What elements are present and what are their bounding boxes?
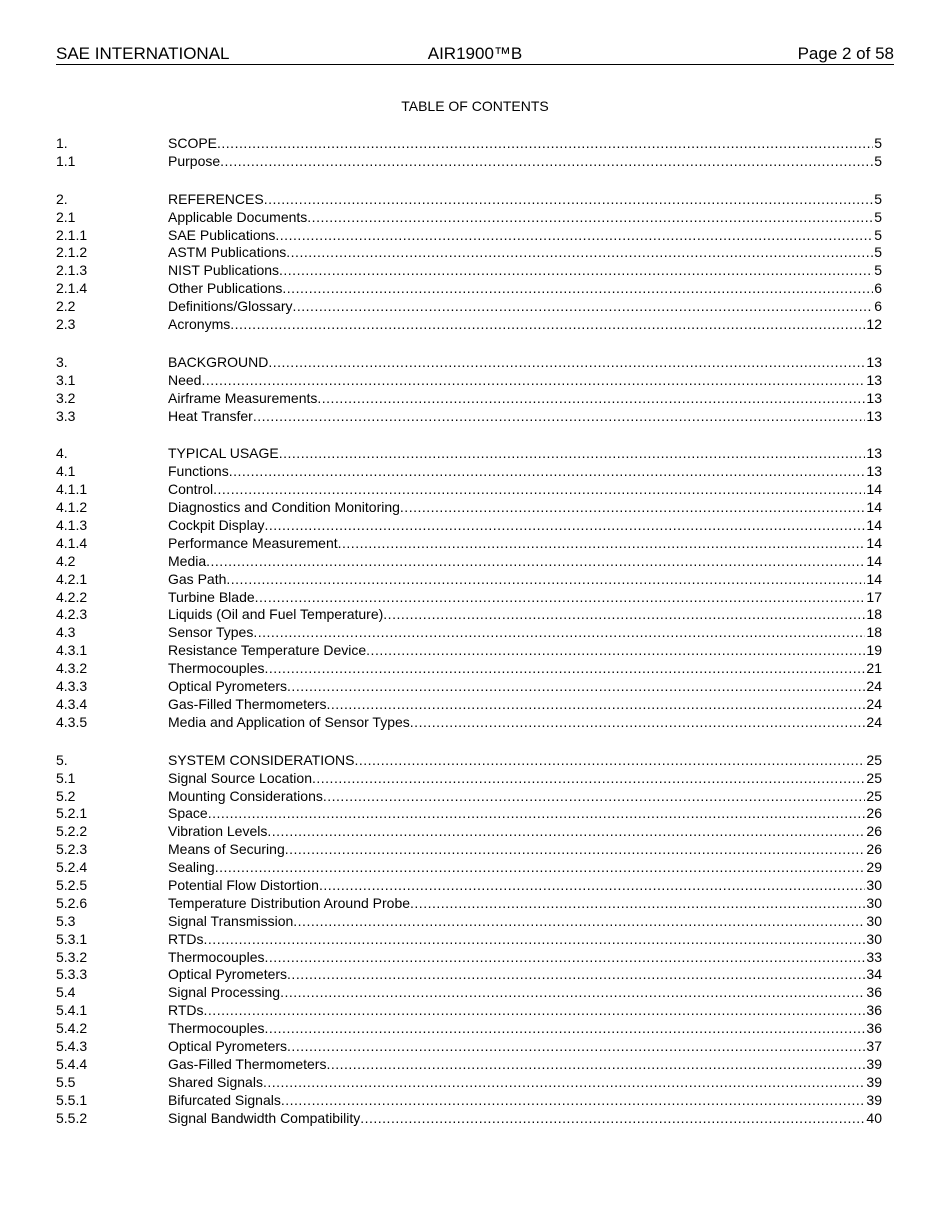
toc-entry-title: Mounting Considerations — [168, 787, 323, 804]
toc-entry-page: 14 — [866, 499, 882, 516]
page-header — [56, 44, 894, 65]
toc-entry-number: 4. — [56, 445, 68, 462]
toc-entry[interactable] — [56, 949, 882, 967]
toc-entry[interactable] — [56, 280, 882, 298]
dot-leader — [319, 877, 865, 895]
dot-leader — [255, 589, 866, 607]
toc-entry-number: 5.4.2 — [56, 1020, 88, 1037]
toc-entry-title: RTDs — [168, 1002, 204, 1019]
toc-entry[interactable] — [56, 1092, 882, 1110]
dot-leader — [267, 823, 865, 841]
toc-entry-number: 5.5.1 — [56, 1091, 88, 1108]
toc-entry[interactable] — [56, 714, 882, 732]
toc-section-group — [56, 191, 882, 334]
toc-entry-number: 5.4 — [56, 984, 76, 1001]
toc-entry[interactable] — [56, 390, 882, 408]
toc-entry-title: Bifurcated Signals — [168, 1091, 281, 1108]
dot-leader — [286, 244, 873, 262]
toc-entry-number: 2.1.4 — [56, 280, 88, 297]
toc-entry-title: Thermocouples — [168, 1020, 265, 1037]
toc-entry-title: Optical Pyrometers — [168, 1037, 288, 1054]
toc-section-group — [56, 752, 882, 1128]
toc-entry-number: 3.1 — [56, 371, 76, 388]
toc-entry-title: Thermocouples — [168, 660, 265, 677]
toc-entry-number: 5.5.2 — [56, 1109, 88, 1126]
toc-entry-page: 37 — [866, 1037, 882, 1054]
dot-leader — [265, 1020, 866, 1038]
toc-entry-number: 2.1.3 — [56, 262, 88, 279]
header-page-number: Page 2 of 58 — [797, 44, 894, 63]
toc-entry-number: 4.2.3 — [56, 606, 88, 623]
toc-entry-number: 5.2.6 — [56, 894, 88, 911]
toc-entry-title: NIST Publications — [168, 262, 280, 279]
toc-entry-page: 14 — [866, 534, 882, 551]
toc-entry-title: REFERENCES — [168, 190, 264, 207]
toc-entry-number: 4.1.4 — [56, 534, 88, 551]
dot-leader — [383, 606, 865, 624]
toc-entry-page: 5 — [874, 190, 882, 207]
toc-entry-number: 2.2 — [56, 298, 76, 315]
toc-entry[interactable] — [56, 209, 882, 227]
toc-entry[interactable] — [56, 262, 882, 280]
dot-leader — [366, 642, 865, 660]
toc-entry-number: 5.5 — [56, 1073, 76, 1090]
dot-leader — [268, 354, 865, 372]
toc-entry-number: 5.4.4 — [56, 1055, 88, 1072]
toc-entry[interactable] — [56, 1002, 882, 1020]
dot-leader — [323, 788, 866, 806]
toc-entry-title: Media and Application of Sensor Types — [168, 713, 410, 730]
dot-leader — [282, 280, 873, 298]
toc-entry-number: 2.1.2 — [56, 244, 88, 261]
toc-entry[interactable] — [56, 931, 882, 949]
toc-entry[interactable] — [56, 589, 882, 607]
toc-entry[interactable] — [56, 823, 882, 841]
toc-entry[interactable] — [56, 499, 882, 517]
toc-entry-number: 5.2 — [56, 787, 76, 804]
dot-leader — [265, 949, 866, 967]
toc-entry-page: 12 — [866, 316, 882, 333]
dot-leader — [410, 895, 865, 913]
toc-entry[interactable] — [56, 535, 882, 553]
toc-entry-title: Sealing — [168, 859, 215, 876]
toc-entry[interactable] — [56, 481, 882, 499]
dot-leader — [264, 517, 865, 535]
toc-entry-title: Signal Bandwidth Compatibility — [168, 1109, 361, 1126]
toc-entry-title: Need — [168, 371, 202, 388]
toc-entry-number: 1. — [56, 135, 68, 151]
toc-entry-title: Acronyms — [168, 316, 231, 333]
toc-entry-number: 3. — [56, 353, 68, 370]
toc-entry[interactable] — [56, 624, 882, 642]
toc-entry-title: SAE Publications — [168, 226, 276, 243]
dot-leader — [275, 227, 873, 245]
toc-entry-number: 5.1 — [56, 769, 76, 786]
toc-entry-title: Purpose — [168, 152, 221, 169]
toc-entry-title: Functions — [168, 463, 229, 480]
dot-leader — [208, 805, 866, 823]
toc-entry-number: 4.2.1 — [56, 570, 88, 587]
toc-entry-page: 39 — [866, 1091, 882, 1108]
toc-entry-title: Thermocouples — [168, 948, 265, 965]
toc-entry[interactable] — [56, 660, 882, 678]
dot-leader — [287, 966, 865, 984]
toc-entry-page: 17 — [866, 588, 882, 605]
toc-entry-number: 4.1.1 — [56, 481, 88, 498]
toc-entry[interactable] — [56, 445, 882, 463]
header-document-id: AIR1900™B — [427, 44, 523, 63]
dot-leader — [279, 262, 873, 280]
toc-entry-title: Signal Source Location — [168, 769, 312, 786]
toc-entry-title: Sensor Types — [168, 624, 254, 641]
toc-entry[interactable] — [56, 678, 882, 696]
toc-entry-number: 5.2.1 — [56, 805, 88, 822]
dot-leader — [279, 445, 866, 463]
toc-entry-page: 14 — [866, 570, 882, 587]
toc-entry-page: 36 — [866, 984, 882, 1001]
toc-entry-page: 25 — [866, 751, 882, 768]
dot-leader — [354, 752, 865, 770]
toc-entry-number: 4.3.1 — [56, 642, 88, 659]
toc-entry[interactable] — [56, 805, 882, 823]
toc-section-group — [56, 354, 882, 426]
header-organization: SAE INTERNATIONAL — [56, 44, 230, 63]
toc-entry-title: Performance Measurement — [168, 534, 338, 551]
toc-entry-number: 1.1 — [56, 152, 76, 169]
toc-entry-number: 3.2 — [56, 389, 76, 406]
toc-entry[interactable] — [56, 984, 882, 1002]
toc-entry[interactable] — [56, 316, 882, 334]
toc-entry-page: 24 — [866, 713, 882, 730]
dot-leader — [220, 153, 873, 171]
toc-entry[interactable] — [56, 153, 882, 171]
dot-leader — [338, 535, 866, 553]
toc-entry-page: 5 — [874, 244, 882, 261]
toc-entry[interactable] — [56, 135, 882, 153]
dot-leader — [201, 372, 865, 390]
toc-entry-title: Means of Securing — [168, 841, 285, 858]
toc-entry-number: 2.3 — [56, 316, 76, 333]
toc-entry-number: 5.2.3 — [56, 841, 88, 858]
toc-entry-number: 5.4.1 — [56, 1002, 88, 1019]
toc-entry-title: Media — [168, 552, 207, 569]
toc-entry-title: ASTM Publications — [168, 244, 287, 261]
toc-entry-page: 30 — [866, 876, 882, 893]
toc-entry-page: 6 — [874, 298, 882, 315]
toc-entry[interactable] — [56, 841, 882, 859]
toc-entry-number: 2. — [56, 190, 68, 207]
toc-entry-number: 4.2 — [56, 552, 76, 569]
toc-entry-page: 29 — [866, 859, 882, 876]
toc-entry-page: 18 — [866, 624, 882, 641]
toc-entry-page: 39 — [866, 1073, 882, 1090]
dot-leader — [253, 624, 865, 642]
dot-leader — [293, 298, 874, 316]
toc-entry[interactable] — [56, 517, 882, 535]
dot-leader — [264, 191, 874, 209]
toc-entry[interactable] — [56, 354, 882, 372]
toc-entry-number: 5.3.1 — [56, 930, 88, 947]
toc-entry-title: Other Publications — [168, 280, 283, 297]
toc-entry-title: Resistance Temperature Device — [168, 642, 367, 659]
toc-entry-title: Gas-Filled Thermometers — [168, 695, 327, 712]
toc-entry-page: 14 — [866, 552, 882, 569]
toc-entry-number: 5.2.2 — [56, 823, 88, 840]
toc-entry-page: 25 — [866, 769, 882, 786]
dot-leader — [312, 770, 865, 788]
toc-entry-title: SCOPE — [168, 135, 218, 151]
toc-entry-title: Definitions/Glossary — [168, 298, 293, 315]
toc-entry[interactable] — [56, 642, 882, 660]
toc-entry[interactable] — [56, 1056, 882, 1074]
toc-entry-page: 26 — [866, 841, 882, 858]
toc-entry-page: 21 — [866, 660, 882, 677]
toc-entry-number: 4.3.5 — [56, 713, 88, 730]
dot-leader — [326, 696, 865, 714]
dot-leader — [285, 841, 866, 859]
toc-entry-page: 13 — [866, 407, 882, 424]
dot-leader — [206, 553, 865, 571]
dot-leader — [263, 1074, 865, 1092]
toc-entry[interactable] — [56, 372, 882, 390]
dot-leader — [360, 1110, 865, 1128]
toc-entry[interactable] — [56, 770, 882, 788]
toc-entry[interactable] — [56, 966, 882, 984]
toc-entry-page: 5 — [874, 152, 882, 169]
toc-entry-number: 4.3 — [56, 624, 76, 641]
toc-entry-page: 13 — [866, 371, 882, 388]
toc-entry-page: 13 — [866, 389, 882, 406]
toc-entry-title: Heat Transfer — [168, 407, 253, 424]
toc-entry-title: SYSTEM CONSIDERATIONS — [168, 751, 355, 768]
toc-entry-page: 30 — [866, 912, 882, 929]
toc-entry-page: 26 — [866, 805, 882, 822]
toc-entry[interactable] — [56, 913, 882, 931]
toc-entry-title: Applicable Documents — [168, 208, 308, 225]
toc-entry-title: TYPICAL USAGE — [168, 445, 279, 462]
dot-leader — [204, 1002, 866, 1020]
toc-entry-page: 30 — [866, 930, 882, 947]
toc-entry-title: Control — [168, 481, 214, 498]
toc-entry-page: 5 — [874, 226, 882, 243]
toc-entry-number: 4.3.3 — [56, 678, 88, 695]
toc-entry-title: Temperature Distribution Around Probe — [168, 894, 411, 911]
toc-entry[interactable] — [56, 191, 882, 209]
toc-entry-page: 13 — [866, 445, 882, 462]
dot-leader — [307, 209, 873, 227]
dot-leader — [280, 984, 865, 1002]
toc-entry-title: Signal Transmission — [168, 912, 294, 929]
toc-entry[interactable] — [56, 895, 882, 913]
toc-entry-page: 5 — [874, 208, 882, 225]
toc-section-group — [56, 445, 882, 731]
dot-leader — [317, 390, 865, 408]
toc-entry-page: 26 — [866, 823, 882, 840]
toc-entry[interactable] — [56, 877, 882, 895]
toc-entry[interactable] — [56, 553, 882, 571]
toc-entry[interactable] — [56, 752, 882, 770]
toc-entry[interactable] — [56, 408, 882, 426]
toc-entry[interactable] — [56, 696, 882, 714]
toc-entry-number: 5.4.3 — [56, 1037, 88, 1054]
dot-leader — [230, 316, 865, 334]
toc-entry-title: Optical Pyrometers — [168, 966, 288, 983]
toc-entry-title: Signal Processing — [168, 984, 281, 1001]
toc-entry-number: 5.3.3 — [56, 966, 88, 983]
toc-entry-number: 5.3 — [56, 912, 76, 929]
toc-entry-number: 5. — [56, 751, 68, 768]
toc-entry-page: 39 — [866, 1055, 882, 1072]
toc-entry-page: 5 — [874, 135, 882, 151]
toc-entry-number: 2.1.1 — [56, 226, 88, 243]
toc-entry-page: 40 — [866, 1109, 882, 1126]
toc-entry-page: 33 — [866, 948, 882, 965]
toc-entry-title: Space — [168, 805, 208, 822]
toc-entry-title: Airframe Measurements — [168, 389, 318, 406]
toc-entry-page: 13 — [866, 463, 882, 480]
toc-entry[interactable] — [56, 463, 882, 481]
toc-entry-title: RTDs — [168, 930, 204, 947]
toc-entry-title: Optical Pyrometers — [168, 678, 288, 695]
toc-entry-page: 24 — [866, 695, 882, 712]
toc-entry-number: 5.2.5 — [56, 876, 88, 893]
toc-entry[interactable] — [56, 227, 882, 245]
toc-entry-title: Potential Flow Distortion — [168, 876, 319, 893]
toc-heading: TABLE OF CONTENTS — [401, 98, 549, 114]
toc-entry[interactable] — [56, 244, 882, 262]
table-of-contents — [56, 135, 882, 1147]
toc-entry-page: 5 — [874, 262, 882, 279]
toc-entry-title: Cockpit Display — [168, 517, 265, 534]
toc-entry-number: 4.1 — [56, 463, 76, 480]
toc-entry-number: 3.3 — [56, 407, 76, 424]
dot-leader — [410, 714, 866, 732]
toc-entry[interactable] — [56, 1074, 882, 1092]
toc-entry-title: Gas Path — [168, 570, 227, 587]
toc-entry-page: 19 — [866, 642, 882, 659]
toc-entry-page: 25 — [866, 787, 882, 804]
toc-entry-number: 4.3.2 — [56, 660, 88, 677]
toc-entry-title: Turbine Blade — [168, 588, 255, 605]
dot-leader — [287, 1038, 865, 1056]
toc-entry-page: 14 — [866, 481, 882, 498]
toc-entry-number: 2.1 — [56, 208, 76, 225]
dot-leader — [326, 1056, 865, 1074]
toc-entry-page: 24 — [866, 678, 882, 695]
toc-entry-page: 34 — [866, 966, 882, 983]
toc-entry[interactable] — [56, 298, 882, 316]
toc-entry[interactable] — [56, 1110, 882, 1128]
toc-entry[interactable] — [56, 1020, 882, 1038]
toc-entry-page: 13 — [866, 353, 882, 370]
toc-entry-page: 30 — [866, 894, 882, 911]
dot-leader — [215, 859, 866, 877]
dot-leader — [213, 481, 865, 499]
toc-entry-title: Gas-Filled Thermometers — [168, 1055, 327, 1072]
dot-leader — [400, 499, 866, 517]
dot-leader — [293, 913, 865, 931]
toc-entry[interactable] — [56, 859, 882, 877]
dot-leader — [265, 660, 866, 678]
toc-entry-number: 4.3.4 — [56, 695, 88, 712]
dot-leader — [204, 931, 866, 949]
toc-entry-title: BACKGROUND — [168, 353, 269, 370]
toc-entry-page: 6 — [874, 280, 882, 297]
toc-entry-number: 4.1.3 — [56, 517, 88, 534]
toc-entry[interactable] — [56, 571, 882, 589]
toc-entry[interactable] — [56, 606, 882, 624]
dot-leader — [281, 1092, 866, 1110]
toc-entry-title: Shared Signals — [168, 1073, 263, 1090]
toc-entry-page: 36 — [866, 1020, 882, 1037]
toc-entry-title: Diagnostics and Condition Monitoring — [168, 499, 400, 516]
dot-leader — [217, 135, 873, 153]
dot-leader — [229, 463, 866, 481]
toc-entry[interactable] — [56, 1038, 882, 1056]
toc-entry-title: Vibration Levels — [168, 823, 268, 840]
toc-entry-title: Liquids (Oil and Fuel Temperature) — [168, 606, 384, 623]
toc-entry-number: 4.1.2 — [56, 499, 88, 516]
toc-section-group — [56, 135, 882, 171]
toc-entry-number: 5.2.4 — [56, 859, 88, 876]
toc-entry-page: 18 — [866, 606, 882, 623]
toc-entry-number: 4.2.2 — [56, 588, 88, 605]
toc-entry[interactable] — [56, 788, 882, 806]
dot-leader — [253, 408, 866, 426]
dot-leader — [226, 571, 865, 589]
toc-entry-page: 14 — [866, 517, 882, 534]
toc-entry-number: 5.3.2 — [56, 948, 88, 965]
dot-leader — [287, 678, 865, 696]
toc-entry-page: 36 — [866, 1002, 882, 1019]
